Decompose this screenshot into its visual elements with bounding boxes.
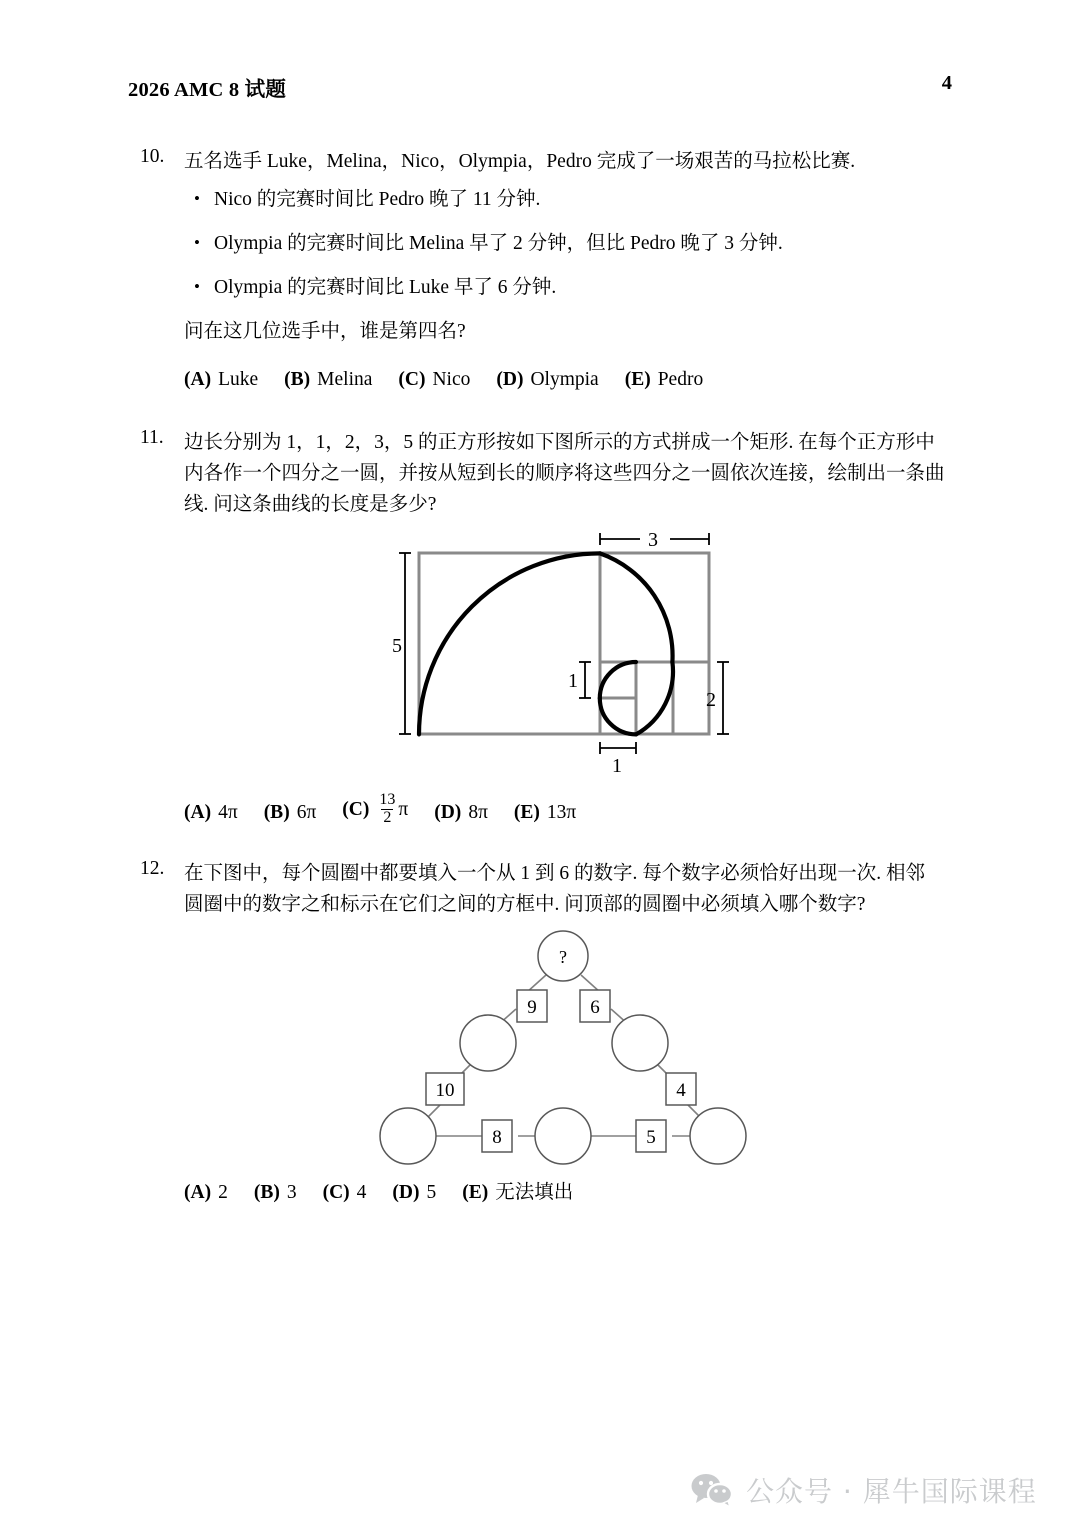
- dimension-label-left: 5: [392, 635, 402, 657]
- circle-mid-right[interactable]: [612, 1015, 668, 1071]
- choice-a-label: (A): [184, 1182, 212, 1203]
- choice-e[interactable]: [462, 1178, 573, 1208]
- choice-e[interactable]: [514, 798, 576, 828]
- choice-c-text: 4: [356, 1182, 367, 1203]
- box-top-right-value: 6: [590, 997, 600, 1018]
- page-number: 4: [941, 72, 952, 94]
- problem-12-number: 12.: [140, 858, 165, 879]
- problem-12-statement-line-2: 圆圈中的数字之和标示在它们之间的方框中. 问顶部的圆圈中必须填入哪个数字?: [184, 894, 866, 915]
- choice-a-text: 2: [218, 1182, 228, 1203]
- choice-b-label: (B): [284, 369, 311, 390]
- choice-d-text: Olympia: [530, 369, 599, 390]
- problem-10: [140, 146, 958, 395]
- choice-c-fraction: [377, 792, 397, 827]
- list-item: • Olympia 的完赛时间比 Luke 早了 6 分钟.: [184, 273, 958, 303]
- choice-c-label: (C): [322, 1182, 350, 1203]
- dimension-label-bottom: 1: [612, 755, 622, 777]
- number-triangle-figure: [370, 925, 760, 1175]
- choice-d[interactable]: [392, 1178, 436, 1208]
- problem-11-choices: [184, 793, 602, 828]
- problem-11-statement-line-3: 线. 问这条曲线的长度是多少?: [184, 494, 437, 515]
- problem-10-question: 问在这几位选手中，谁是第四名?: [184, 321, 466, 342]
- dimension-label-right: 2: [706, 689, 716, 711]
- choice-a[interactable]: [184, 365, 258, 395]
- problem-10-bullet-list: [184, 185, 958, 303]
- choice-d-label: (D): [496, 369, 524, 390]
- problem-11-number: 11.: [140, 427, 164, 448]
- box-top-left-value: 9: [527, 997, 537, 1018]
- choice-c-label: (C): [342, 799, 370, 821]
- choice-a-text: Luke: [218, 369, 259, 390]
- box-left-value: 10: [435, 1080, 455, 1101]
- choice-e-label: (E): [462, 1182, 489, 1203]
- problem-11-statement-line-1: 边长分别为 1，1，2，3，5 的正方形按如下图所示的方式拼成一个矩形. 在每个正方形中: [184, 432, 935, 453]
- problem-10-number: 10.: [140, 146, 165, 167]
- choice-b-text: 6π: [296, 801, 317, 823]
- circle-bottom-left[interactable]: [380, 1108, 436, 1164]
- choice-b-text: Melina: [317, 369, 373, 390]
- dimension-right-2: [717, 662, 729, 734]
- dimension-label-inner: 1: [568, 670, 578, 692]
- dimension-bottom-1: [600, 742, 636, 754]
- problem-10-statement: 五名选手 Luke，Melina，Nico，Olympia，Pedro 完成了一场艰苦的马拉松比赛.: [184, 151, 856, 172]
- choice-d-label: (D): [434, 801, 462, 823]
- problem-10-choices: [184, 365, 958, 395]
- choice-a[interactable]: [184, 798, 238, 828]
- choice-e-label: (E): [624, 369, 651, 390]
- choice-c[interactable]: [342, 793, 408, 828]
- fraction-denominator: 2: [383, 808, 392, 826]
- fibonacci-spiral-figure: [392, 528, 732, 778]
- choice-d-label: (D): [392, 1182, 420, 1203]
- choice-b[interactable]: [284, 365, 372, 395]
- choice-c-label: (C): [398, 369, 426, 390]
- circle-top-value: ?: [559, 947, 567, 967]
- page-header: [128, 72, 952, 104]
- list-item: • Nico 的完赛时间比 Pedro 晚了 11 分钟.: [184, 185, 958, 215]
- problem-11: [140, 427, 958, 520]
- choice-b[interactable]: [254, 1178, 297, 1208]
- choice-c[interactable]: [398, 365, 470, 395]
- problem-12-statement-line-1: 在下图中，每个圆圈中都要填入一个从 1 到 6 的数字. 每个数字必须恰好出现一次. 相邻: [184, 863, 926, 884]
- dimension-inner-1: [579, 662, 591, 698]
- circle-bottom-right[interactable]: [690, 1108, 746, 1164]
- choice-e-text: Pedro: [657, 369, 704, 390]
- choice-c-text: π: [398, 799, 409, 821]
- choice-b[interactable]: [264, 798, 317, 828]
- box-bottom-left-value: 8: [492, 1127, 502, 1148]
- header-title: 2026 AMC 8 试题: [128, 79, 287, 101]
- watermark: [690, 1470, 1037, 1510]
- choice-a[interactable]: [184, 1178, 228, 1208]
- circle-mid-left[interactable]: [460, 1015, 516, 1071]
- choice-e-text: 13π: [546, 801, 577, 823]
- choice-b-label: (B): [263, 801, 290, 823]
- choice-d[interactable]: [496, 365, 598, 395]
- choice-d-text: 5: [426, 1182, 437, 1203]
- choice-b-label: (B): [253, 1182, 280, 1203]
- choice-e-text: 无法填出: [495, 1182, 574, 1203]
- choice-d[interactable]: [434, 798, 488, 828]
- choice-d-text: 8π: [468, 801, 488, 823]
- box-bottom-right-value: 5: [646, 1127, 656, 1148]
- list-item: • Olympia 的完赛时间比 Melina 早了 2 分钟，但比 Pedro 晚了 3 分钟.: [184, 229, 958, 259]
- dimension-label-top: 3: [648, 529, 658, 551]
- problem-11-statement-line-2: 内各作一个四分之一圆，并按从短到长的顺序将这些四分之一圆依次连接，绘制出一条曲: [184, 463, 945, 484]
- choice-c-text: Nico: [432, 369, 471, 390]
- choice-a-label: (A): [184, 801, 212, 823]
- problem-12-choices: [184, 1178, 599, 1208]
- problem-12: [140, 858, 958, 920]
- circle-bottom-middle[interactable]: [535, 1108, 591, 1164]
- watermark-text: 公众号 · 犀牛国际课程: [746, 1475, 1037, 1508]
- choice-a-text: 4π: [218, 801, 238, 823]
- box-right-value: 4: [676, 1080, 686, 1101]
- choice-c[interactable]: [323, 1178, 367, 1208]
- choice-e[interactable]: [625, 365, 704, 395]
- choice-b-text: 3: [286, 1182, 297, 1203]
- choice-a-label: (A): [184, 369, 212, 390]
- wechat-icon: [690, 1472, 734, 1508]
- choice-e-label: (E): [513, 801, 540, 823]
- fraction-numerator: 13: [379, 791, 396, 808]
